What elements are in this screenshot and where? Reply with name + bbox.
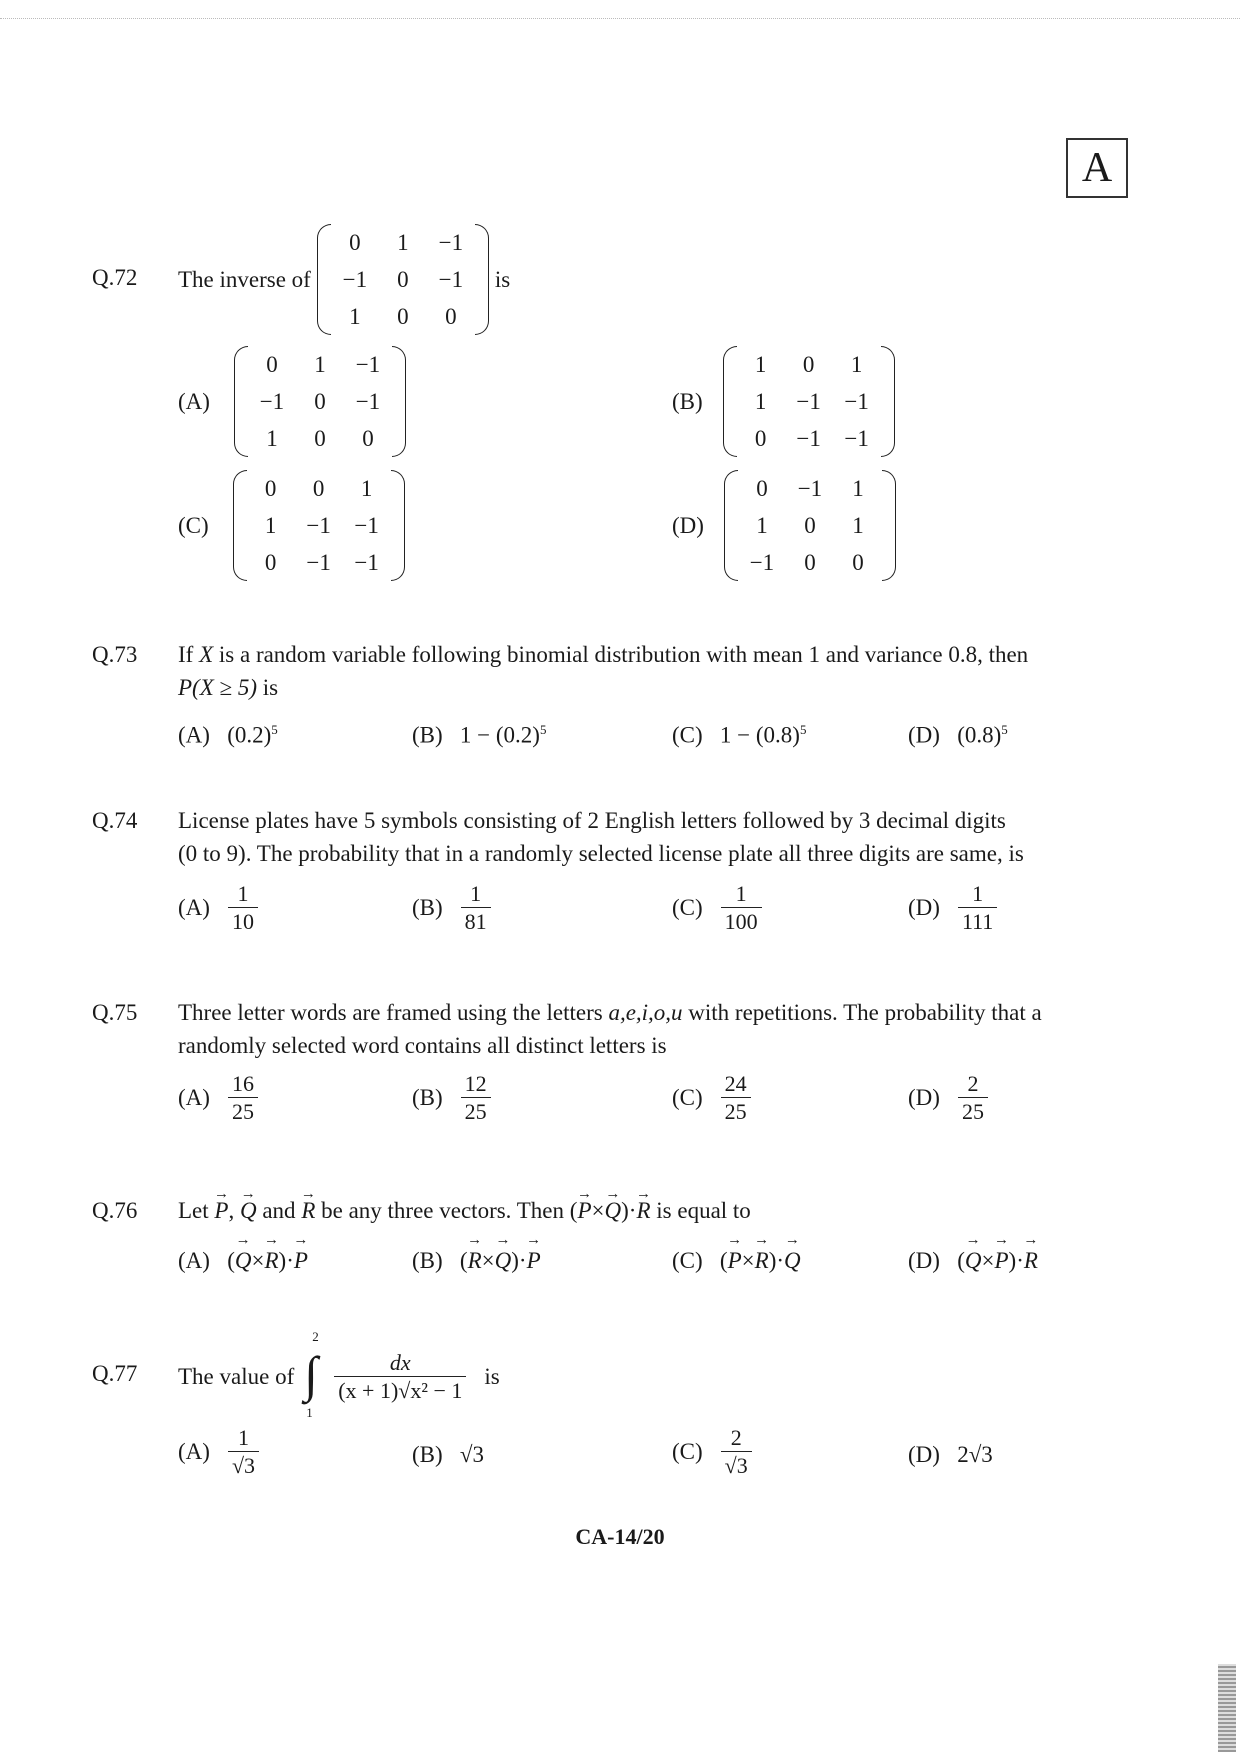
matrix-entry: −1 (438, 267, 464, 292)
q74-option-a[interactable]: (A) $\frac{1}{10}$ (178, 880, 258, 935)
matrix-entry: 1 (349, 304, 361, 329)
matrix-entry: −1 (844, 388, 869, 414)
q76-option-c[interactable]: (C) (→ P×→ R)·→ Q (672, 1248, 801, 1274)
matrix-entry: 0 (804, 549, 816, 575)
q72-number: Q.72 (92, 265, 138, 290)
matrix-entry: 0 (349, 230, 361, 255)
matrix-grid (738, 470, 882, 581)
q72-option-d-matrix (724, 470, 896, 581)
q72-option-a[interactable] (178, 346, 406, 457)
matrix-entry: −1 (797, 475, 823, 501)
q77-option-b[interactable]: (B) √3 (412, 1442, 485, 1467)
q76-option-d[interactable]: (D) (→ Q×→ P)·→ R (908, 1248, 1038, 1274)
matrix-entry: 1 (754, 351, 767, 377)
option-label: (A) (178, 388, 210, 414)
q76-stem: Let → P, → Q and → R be any three vectors. Then (→ P×→ Q)·→ R is equal to (178, 1194, 1128, 1227)
matrix-entry: −1 (355, 351, 381, 377)
matrix-entry: 0 (362, 425, 374, 451)
matrix-entry: 0 (264, 475, 277, 501)
matrix-entry: −1 (306, 512, 331, 538)
page-footer: CA-14/20 (575, 1524, 665, 1549)
q72-stem (178, 224, 510, 335)
matrix-entry: 0 (266, 351, 278, 377)
q73-number: Q.73 (92, 642, 138, 667)
matrix-entry: 1 (756, 512, 768, 538)
matrix-entry: 1 (264, 512, 277, 538)
matrix-entry: 1 (314, 351, 326, 377)
matrix-entry: 0 (445, 304, 457, 329)
q77-option-a[interactable]: (A) $\frac{1}{√3}$ (178, 1424, 259, 1479)
matrix-entry: −1 (354, 512, 379, 538)
option-label: (C) (178, 512, 209, 538)
matrix-grid (247, 470, 391, 581)
matrix-entry: 1 (852, 475, 864, 501)
matrix-entry: 0 (756, 475, 768, 501)
matrix-entry: −1 (259, 388, 285, 414)
matrix-entry: 0 (397, 267, 409, 292)
matrix-grid (248, 346, 392, 457)
matrix-entry: 0 (754, 425, 767, 451)
q77-number: Q.77 (92, 1361, 138, 1386)
matrix-entry: −1 (796, 388, 821, 414)
right-paren (475, 224, 489, 335)
matrix-entry: 0 (312, 475, 325, 501)
q76-number: Q.76 (92, 1198, 138, 1223)
left-paren (723, 346, 737, 457)
right-paren (391, 470, 405, 581)
matrix-entry: 1 (850, 351, 863, 377)
q75-stem: Three letter words are framed using the letters a,e,i,o,u with repetitions. The probability that a randomly selected word contains all distinct letters is (178, 1000, 1042, 1058)
q75-option-c[interactable]: (C) $\frac{24}{25}$ (672, 1070, 751, 1125)
q77-option-d[interactable]: (D) 2√3 (908, 1442, 993, 1467)
q74-option-c[interactable]: (C) $\frac{1}{100}$ (672, 880, 762, 935)
q72-matrix (317, 224, 489, 335)
matrix-entry: 1 (397, 230, 409, 255)
matrix-entry: −1 (342, 267, 368, 292)
left-paren (317, 224, 331, 335)
left-paren (234, 346, 248, 457)
option-label: (B) (672, 388, 703, 414)
left-paren (724, 470, 738, 581)
q77-integrand: $\frac{dx}{\text{(x + 1)√x² − 1}}$ (334, 1349, 466, 1404)
matrix-entry: −1 (796, 425, 821, 451)
q74-option-d[interactable]: (D) $\frac{1}{111}$ (908, 880, 997, 935)
matrix-grid (331, 224, 475, 335)
integral-sign: ∫ 2 1 (304, 1329, 319, 1420)
matrix-entry: −1 (354, 549, 379, 575)
q73-option-d[interactable]: (D) $(0.8)^5$ (908, 722, 1008, 748)
matrix-entry: −1 (355, 388, 381, 414)
q72-option-c-matrix (233, 470, 405, 581)
q73-option-b[interactable]: (B) $1 - (0.2)^5$ (412, 722, 547, 748)
matrix-entry: −1 (306, 549, 331, 575)
right-paren (882, 470, 896, 581)
q76-option-a[interactable]: (A) (→ Q×→ R)·→ P (178, 1248, 308, 1274)
matrix-entry: −1 (749, 549, 775, 575)
q76-option-b[interactable]: (B) (→ R×→ Q)·→ P (412, 1248, 541, 1274)
q75-option-b[interactable]: (B) $\frac{12}{25}$ (412, 1070, 491, 1125)
set-code-box: A (1066, 138, 1128, 198)
q75-option-a[interactable]: (A) $\frac{16}{25}$ (178, 1070, 258, 1125)
q72-option-b[interactable] (672, 346, 895, 457)
top-scan-line (0, 18, 1240, 19)
matrix-entry: 1 (852, 512, 864, 538)
right-paren (881, 346, 895, 457)
q73-stem: If X is a random variable following binomial distribution with mean 1 and variance 0.8, then P(X ≥ 5) is (178, 642, 1029, 700)
option-label: (D) (672, 512, 704, 538)
matrix-entry: 0 (802, 351, 815, 377)
q72-option-b-matrix (723, 346, 895, 457)
q75-number: Q.75 (92, 1000, 138, 1025)
matrix-entry: 0 (852, 549, 864, 575)
q74-stem: License plates have 5 symbols consisting of 2 English letters followed by 3 decimal digits (0 to 9). The probability that in a randomly selected license plate all three digits are same, is (178, 808, 1024, 866)
matrix-entry: 1 (266, 425, 278, 451)
scan-mark (1218, 1664, 1236, 1752)
matrix-entry: 0 (314, 425, 326, 451)
matrix-entry: 0 (314, 388, 326, 414)
q73-option-c[interactable]: (C) $1 - (0.8)^5$ (672, 722, 807, 748)
matrix-entry: 0 (397, 304, 409, 329)
matrix-entry: −1 (844, 425, 869, 451)
q72-prefix: The inverse of (178, 267, 311, 292)
q77-stem: The value of ∫ 2 1 $\frac{dx}{\text{(x + 1)√x² − 1}}$ is (178, 1329, 500, 1420)
matrix-entry: 0 (264, 549, 277, 575)
q74-option-b[interactable]: (B) $\frac{1}{81}$ (412, 880, 491, 935)
matrix-entry: 0 (804, 512, 816, 538)
matrix-entry: 1 (360, 475, 373, 501)
left-paren (233, 470, 247, 581)
q75-option-d[interactable]: (D) $\frac{2}{25}$ (908, 1070, 988, 1125)
q72-option-d[interactable] (672, 470, 896, 581)
q72-suffix: is (494, 267, 511, 292)
q72-option-a-matrix (234, 346, 406, 457)
matrix-entry: 1 (754, 388, 767, 414)
q74-number: Q.74 (92, 808, 138, 833)
q77-option-c[interactable]: (C) $\frac{2}{√3}$ (672, 1424, 752, 1479)
matrix-grid (737, 346, 881, 457)
right-paren (392, 346, 406, 457)
matrix-entry: −1 (438, 230, 464, 255)
q72-option-c[interactable] (178, 470, 405, 581)
q73-option-a[interactable]: (A) $(0.2)^5$ (178, 722, 278, 748)
